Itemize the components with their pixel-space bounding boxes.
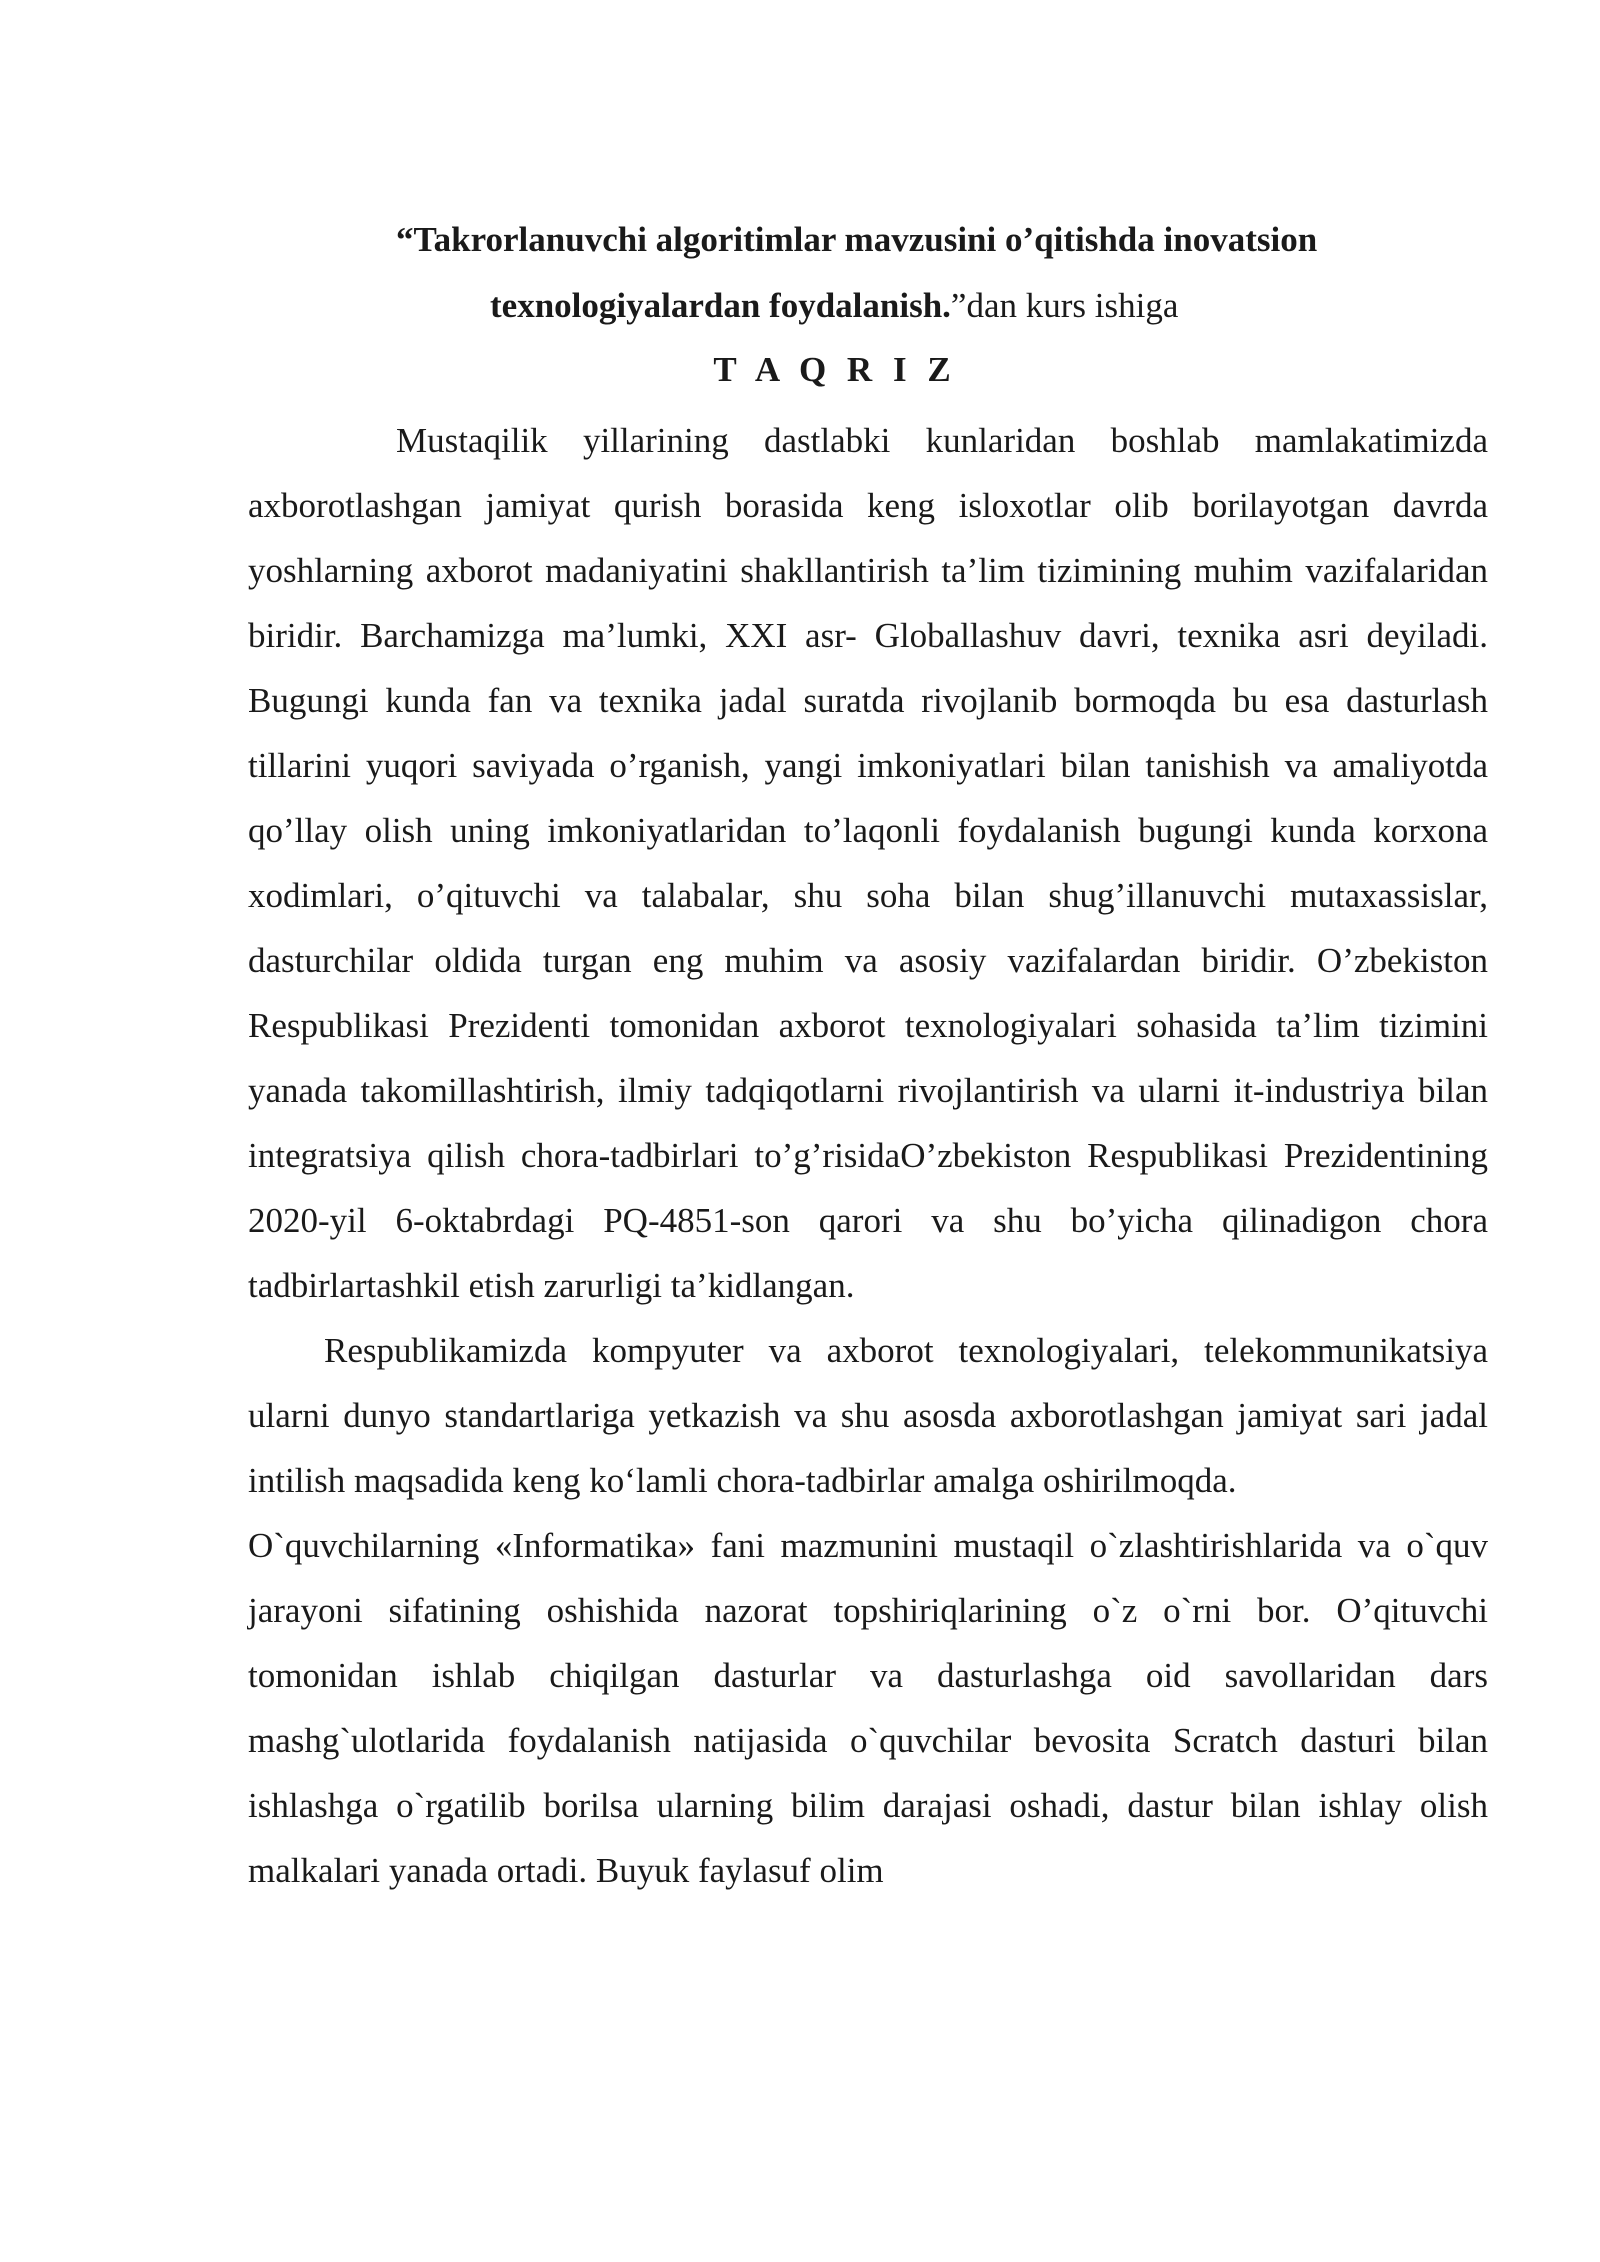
paragraph-1: Mustaqilik yillarining dastlabki kunlaridan boshlab mamlakatimizda axborotlashgan jamiyat qurish borasida keng isloxotlar olib borilayotgan davrda yoshlarning axborot madaniyatini shakllantirish ta’lim tizimining muhim vazifalaridan biridir. Barchamizga ma’lumki, XXI asr- Globallashuv davri, texnika asri deyiladi. Bugungi kunda fan va texnika jadal suratda rivojlanib bormoqda bu esa dasturlash tillarini yuqori saviyada o’rganish, yangi imkoniyatlari bilan tanishish va amaliyotda qo’llay olish uning imkoniyatlaridan to’laqonli foydalanish bugungi kunda korxona xodimlari, o’qituvchi va talabalar, shu soha bilan shug’illanuvchi mutaxassislar, dasturchilar oldida turgan eng muhim va asosiy vazifalardan biridir. O’zbekiston Respublikasi Prezidenti tomonidan axborot texnologiyalari sohasida ta’lim tizimini yanada takomillashtirish, ilmiy tadqiqotlarni rivojlantirish va ularni it-industriya bilan integratsiya qilish chora-tadbirlari to’g’risidaO’zbekiston Respublikasi Prezidentining 2020-yil 6-oktabrdagi PQ-4851-son qarori va shu bo’yicha qilinadigon chora tadbirlartashkil etish zarurligi ta’kidlangan. <box>248 421 1488 1305</box>
document-body <box>248 408 1488 1903</box>
document-heading: T A Q R I Z <box>713 350 957 389</box>
paragraph-2: Respublikamizda kompyuter va axborot texnologiyalari, telekommunikatsiya ularni dunyo standartlariga yetkazish va shu asosda axborotlashgan jamiyat sari jadal intilish maqsadida keng ko‘lamli chora-tadbirlar amalga oshirilmoqda. <box>248 1331 1488 1500</box>
title-bold-continuation: texnologiyalardan foydalanish. <box>490 286 951 325</box>
document-title-line-1 <box>396 218 1317 262</box>
title-suffix: ”dan kurs ishiga <box>950 286 1179 325</box>
document-title-line-2 <box>490 284 1178 328</box>
paragraph-3: O`quvchilarning «Informatika» fani mazmunini mustaqil o`zlashtirishlarida va o`quv jarayoni sifatining oshishida nazorat topshiriqlarining o`z o`rni bor. O’qituvchi tomonidan ishlab chiqilgan dasturlar va dasturlashga oid savollaridan dars mashg`ulotlarida foydalanish natijasida o`quvchilar bevosita Scratch dasturi bilan ishlashga o`rgatilib borilsa ularning bilim darajasi oshadi, dastur bilan ishlay olish malkalari yanada ortadi. Buyuk faylasuf olim <box>248 1526 1488 1890</box>
title-bold-text: “Takrorlanuvchi algoritimlar mavzusini o’qitishda inovatsion <box>396 220 1318 259</box>
